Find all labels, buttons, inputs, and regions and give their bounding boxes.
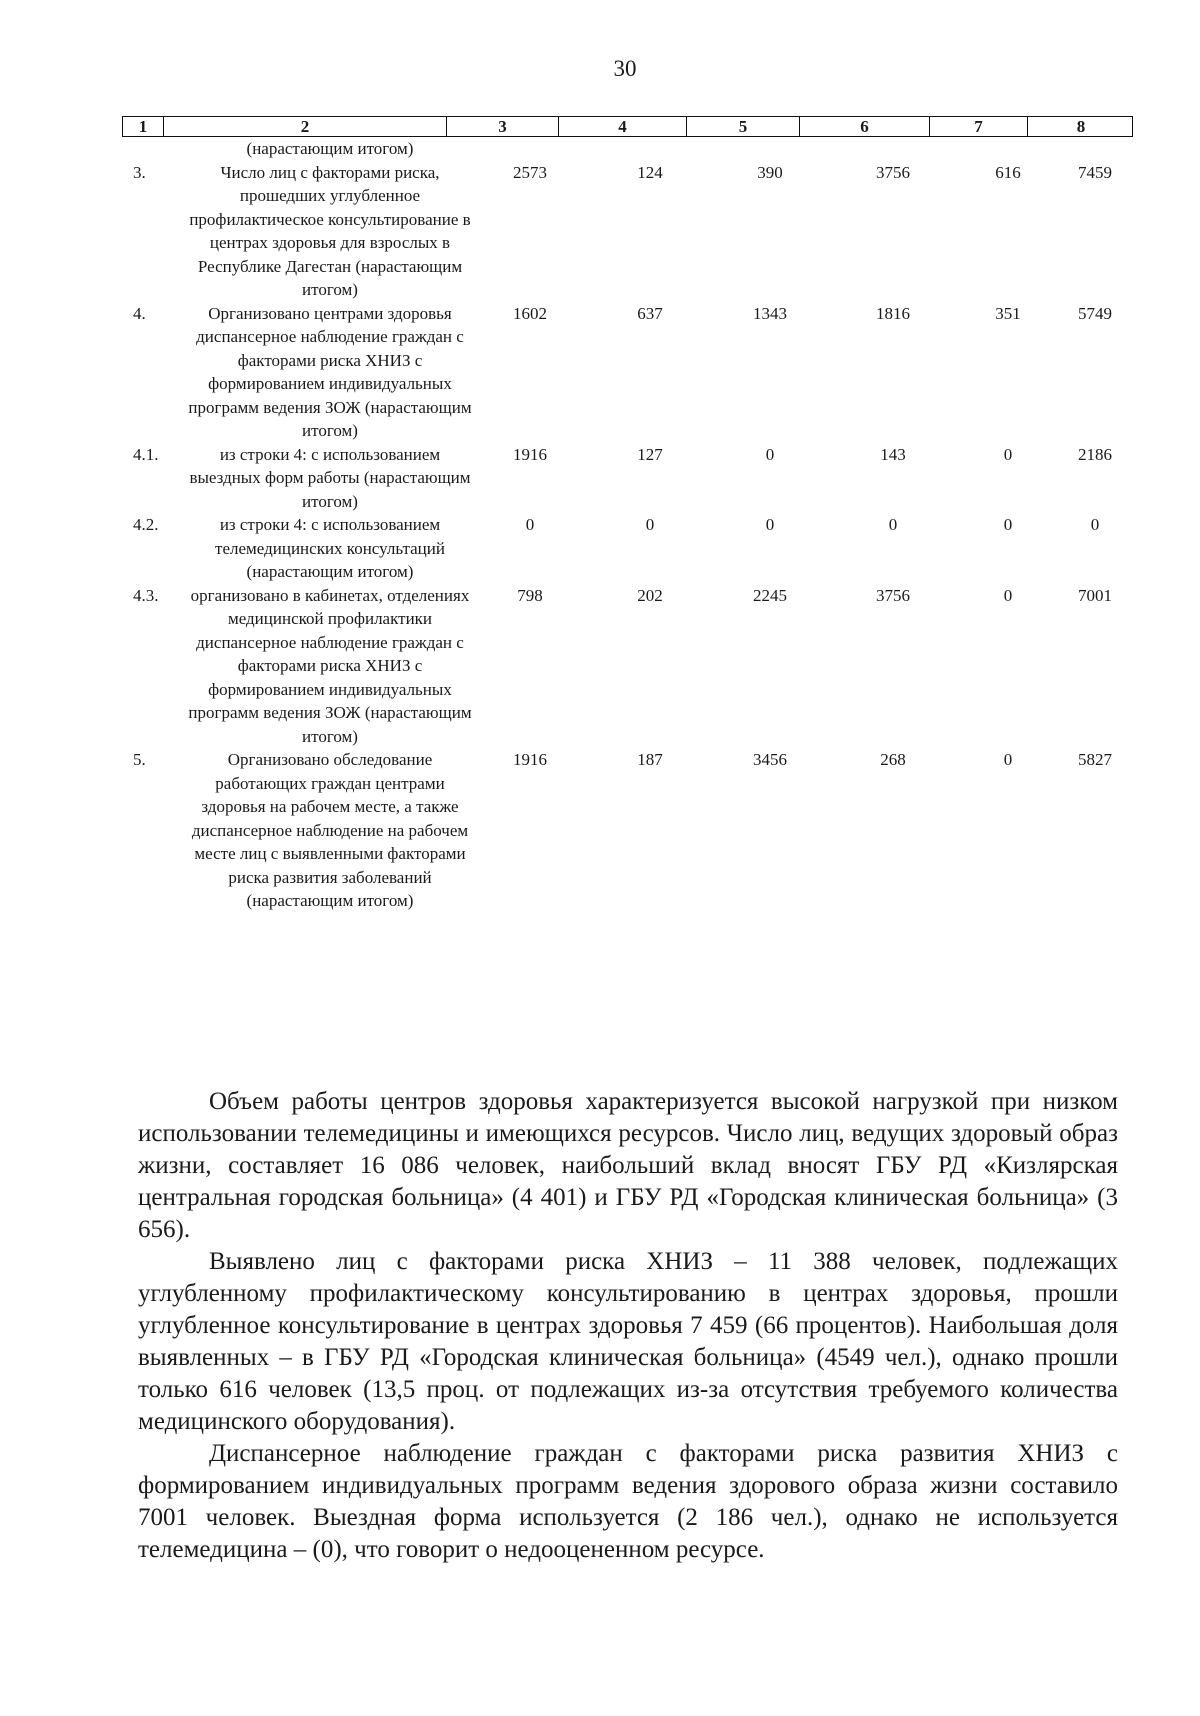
row-value-col7: 0 bbox=[1003, 444, 1013, 464]
row-value-col4: 0 bbox=[645, 515, 655, 534]
paragraph: Диспансерное наблюдение граждан с факторами риска развития ХНИЗ с формированием индивидуальных программ ведения здорового образа жизни составило 7001 человек. Выездная форма используется (2 186 чел.), однако не используется телемедицина – (0), что говорит о недооцененном ресурсе. bbox=[138, 1440, 1118, 1563]
row-value-col6: 143 bbox=[880, 444, 906, 464]
row-number: 3. bbox=[133, 162, 146, 182]
row-value-col6: 3756 bbox=[876, 585, 910, 605]
body-text bbox=[138, 1086, 1118, 1566]
column-header-6: 6 bbox=[799, 117, 929, 136]
table-body bbox=[0, 137, 1200, 913]
row-value-col3: 1916 bbox=[513, 444, 547, 464]
row-value-col4: 637 bbox=[637, 303, 663, 323]
row-value-col8: 7459 bbox=[1078, 162, 1112, 182]
row-value-col7: 0 bbox=[1003, 515, 1013, 534]
row-value-col4: 202 bbox=[637, 585, 663, 605]
row-value-col8: 2186 bbox=[1078, 444, 1112, 464]
table-row-continuation bbox=[0, 137, 1200, 161]
row-value-col7: 0 bbox=[1003, 585, 1013, 605]
row-value-col8: 5827 bbox=[1078, 750, 1112, 769]
paragraph: Объем работы центров здоровья характеризуется высокой нагрузкой при низком использовании телемедицины и имеющихся ресурсов. Число лиц, ведущих здоровый образ жизни, составляет 16 086 человек, наибольший вклад вносят ГБУ РД «Кизлярская центральная городская больница» (4 401) и ГБУ РД «Городская клиническая больница» (3 656). bbox=[138, 1088, 1118, 1243]
row-value-col6: 268 bbox=[880, 750, 906, 769]
row-value-col5: 0 bbox=[765, 444, 775, 464]
table-row bbox=[0, 584, 1200, 749]
column-header-8: 8 bbox=[1027, 117, 1134, 136]
row-value-col6: 3756 bbox=[876, 162, 910, 182]
row-value-col5: 0 bbox=[765, 515, 775, 534]
row-value-col3: 798 bbox=[517, 585, 543, 605]
row-value-col8: 0 bbox=[1090, 515, 1100, 534]
row-value-col5: 3456 bbox=[753, 750, 787, 769]
column-header-2: 2 bbox=[163, 117, 446, 136]
row-description: Число лиц с факторами риска, прошедших углубленное профилактическое консультирование в центрах здоровья для взрослых в Республике Дагестан (нарастающим итогом) bbox=[189, 162, 471, 299]
row-value-col4: 127 bbox=[637, 444, 663, 464]
row-number: 4.2. bbox=[133, 515, 159, 534]
row-value-col6: 0 bbox=[888, 515, 898, 534]
row-number: 4.1. bbox=[133, 444, 159, 464]
row-description: из строки 4: с использованием выездных форм работы (нарастающим итогом) bbox=[189, 444, 471, 511]
table-row bbox=[0, 513, 1200, 584]
table-row bbox=[0, 748, 1200, 913]
row-description: организовано в кабинетах, отделениях медицинской профилактики диспансерное наблюдение граждан с факторами риска ХНИЗ с формированием индивидуальных программ ведения ЗОЖ (нарастающим итогом) bbox=[188, 585, 472, 746]
row-value-col6: 1816 bbox=[876, 303, 910, 323]
row-value-col7: 616 bbox=[995, 162, 1021, 182]
row-value-col3: 2573 bbox=[513, 162, 547, 182]
paragraph: Выявлено лиц с факторами риска ХНИЗ – 11 388 человек, подлежащих углубленному профилактическому консультированию в центрах здоровья, прошли углубленное консультирование в центрах здоровья 7 459 (66 процентов). Наибольшая доля выявленных – в ГБУ РД «Городская клиническая больница» (4549 чел.), однако прошли только 616 человек (13,5 проц. от подлежащих из-за отсутствия требуемого количества медицинского оборудования). bbox=[138, 1248, 1118, 1435]
column-header-1: 1 bbox=[138, 117, 148, 136]
column-header-3: 3 bbox=[446, 117, 558, 136]
row-value-col3: 1916 bbox=[513, 750, 547, 769]
row-value-col7: 351 bbox=[995, 303, 1021, 323]
row-number: 4.3. bbox=[133, 585, 159, 605]
row-value-col3: 0 bbox=[525, 515, 535, 534]
row-value-col5: 2245 bbox=[753, 585, 787, 605]
column-header-4: 4 bbox=[558, 117, 686, 136]
row-number: 5. bbox=[133, 750, 146, 769]
table-row bbox=[0, 161, 1200, 302]
table-row bbox=[0, 443, 1200, 514]
row-value-col5: 390 bbox=[757, 162, 783, 182]
row-value-col5: 1343 bbox=[753, 303, 787, 323]
table-column-header-row bbox=[122, 116, 1133, 137]
row-value-col8: 7001 bbox=[1078, 585, 1112, 605]
table-row bbox=[0, 302, 1200, 443]
row-value-col8: 5749 bbox=[1078, 303, 1112, 323]
row-number: 4. bbox=[133, 303, 146, 323]
row-value-col7: 0 bbox=[1003, 750, 1013, 769]
continuation-text: (нарастающим итогом) bbox=[246, 139, 414, 158]
row-description: из строки 4: с использованием телемедицинских консультаций (нарастающим итогом) bbox=[215, 515, 445, 581]
page-number: 30 bbox=[613, 56, 637, 81]
row-value-col3: 1602 bbox=[513, 303, 547, 323]
row-value-col4: 124 bbox=[637, 162, 663, 182]
column-header-5: 5 bbox=[686, 117, 799, 136]
row-description: Организовано обследование работающих граждан центрами здоровья на рабочем месте, а также диспансерное наблюдение на рабочем месте лиц с выявленными факторами риска развития заболеваний (нарастающим итогом) bbox=[191, 750, 469, 910]
row-value-col4: 187 bbox=[637, 750, 663, 769]
row-description: Организовано центрами здоровья диспансерное наблюдение граждан с факторами риска ХНИЗ с формированием индивидуальных программ ведения ЗОЖ (нарастающим итогом) bbox=[188, 303, 472, 440]
column-header-7: 7 bbox=[929, 117, 1027, 136]
